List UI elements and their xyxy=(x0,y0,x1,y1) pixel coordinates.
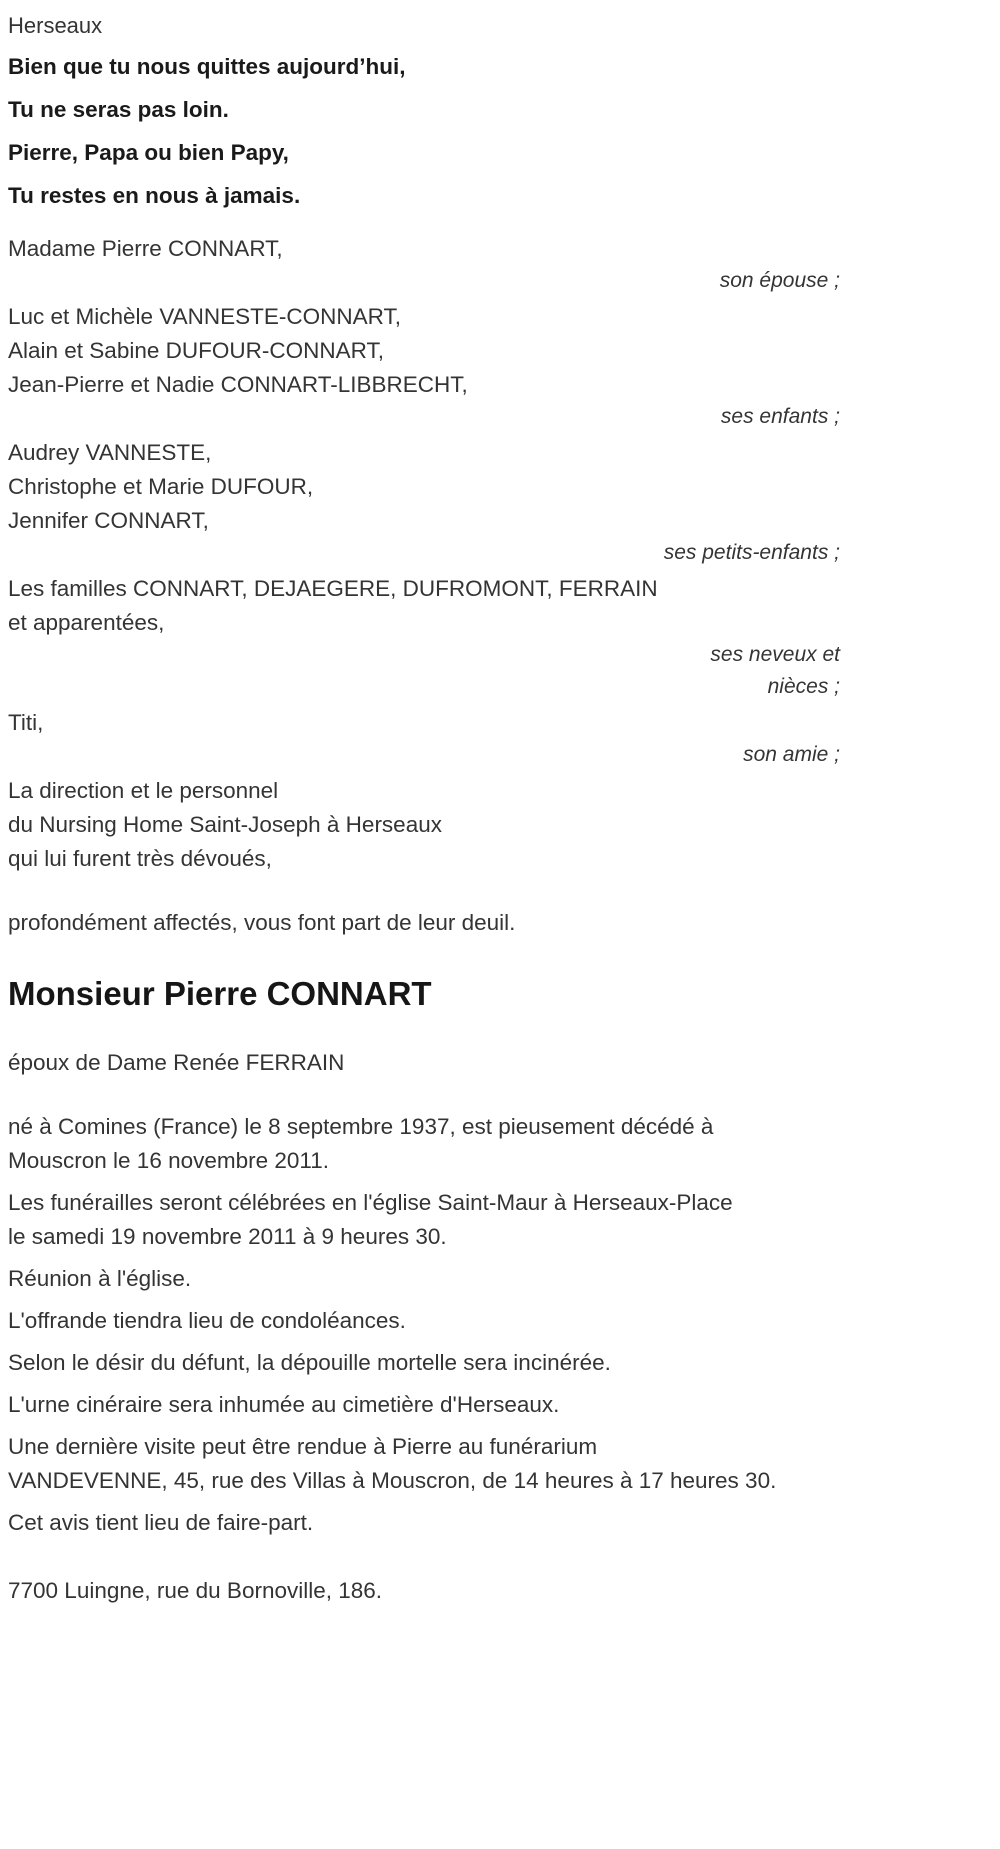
visit-details-line-2: VANDEVENNE, 45, rue des Villas à Mouscron, de 14 heures à 17 heures 30. xyxy=(8,1468,777,1493)
funeral-details-line-2: le samedi 19 novembre 2011 à 9 heures 30. xyxy=(8,1224,447,1249)
relationship-spouse: son épouse ; xyxy=(719,269,840,292)
family-member-spouse: Madame Pierre CONNART, xyxy=(8,236,283,261)
family-list xyxy=(8,232,840,768)
relationship-nephews-line-1: ses neveux et xyxy=(710,643,840,666)
city-line: Herseaux xyxy=(8,13,103,38)
meeting-note xyxy=(8,1262,840,1296)
visit-details-line-1: Une dernière visite peut être rendue à Pierre au funérarium xyxy=(8,1434,598,1459)
family-member-child-1: Luc et Michèle VANNESTE-CONNART, xyxy=(8,304,402,329)
family-member-friend: Titi, xyxy=(8,710,44,735)
family-extended-line-2: et apparentées, xyxy=(8,610,165,635)
family-extended-line-1: Les familles CONNART, DEJAEGERE, DUFROMONT, FERRAIN xyxy=(8,576,658,601)
funeral-details xyxy=(8,1186,840,1254)
cremation-note-line: Selon le désir du défunt, la dépouille mortelle sera incinérée. xyxy=(8,1350,611,1375)
relationship-grandchildren: ses petits-enfants ; xyxy=(663,541,840,564)
funeral-details-line-1: Les funérailles seront célébrées en l'église Saint-Maur à Herseaux-Place xyxy=(8,1190,733,1215)
poem-line-3: Pierre, Papa ou bien Papy, xyxy=(8,140,289,165)
offering-note-line: L'offrande tiendra lieu de condoléances. xyxy=(8,1308,406,1333)
notice-line-text: Cet avis tient lieu de faire-part. xyxy=(8,1510,314,1535)
family-member-child-3: Jean-Pierre et Nadie CONNART-LIBBRECHT, xyxy=(8,372,468,397)
staff-line-1: La direction et le personnel xyxy=(8,778,279,803)
staff-line-3: qui lui furent très dévoués, xyxy=(8,846,272,871)
urn-note xyxy=(8,1388,840,1422)
poem-line-4: Tu restes en nous à jamais. xyxy=(8,183,301,208)
poem-line-2: Tu ne seras pas loin. xyxy=(8,97,229,122)
cremation-note xyxy=(8,1346,840,1380)
deceased-name-heading: Monsieur Pierre CONNART xyxy=(8,975,432,1012)
family-member-grandchild-2: Christophe et Marie DUFOUR, xyxy=(8,474,314,499)
notice-line xyxy=(8,1506,840,1540)
visit-details xyxy=(8,1430,840,1498)
staff-block xyxy=(8,774,840,876)
meeting-note-line: Réunion à l'église. xyxy=(8,1266,192,1291)
death-announcement xyxy=(8,1110,840,1178)
announcement-block xyxy=(8,1110,840,1540)
relationship-nephews-line-2: nièces ; xyxy=(767,675,840,698)
relationship-children: ses enfants ; xyxy=(720,405,840,428)
urn-note-line: L'urne cinéraire sera inhumée au cimetière d'Herseaux. xyxy=(8,1392,560,1417)
family-member-grandchild-1: Audrey VANNESTE, xyxy=(8,440,212,465)
family-member-grandchild-3: Jennifer CONNART, xyxy=(8,508,209,533)
staff-line-2: du Nursing Home Saint-Joseph à Herseaux xyxy=(8,812,442,837)
memorial-poem xyxy=(8,54,840,208)
poem-line-1: Bien que tu nous quittes aujourd’hui, xyxy=(8,54,406,79)
offering-note xyxy=(8,1304,840,1338)
family-member-child-2: Alain et Sabine DUFOUR-CONNART, xyxy=(8,338,384,363)
funeral-home-address: 7700 Luingne, rue du Bornoville, 186. xyxy=(8,1578,383,1603)
spouse-of-line: époux de Dame Renée FERRAIN xyxy=(8,1050,345,1075)
death-announcement-line-2: Mouscron le 16 novembre 2011. xyxy=(8,1148,330,1173)
death-announcement-line-1: né à Comines (France) le 8 septembre 1937, est pieusement décédé à xyxy=(8,1114,714,1139)
relationship-friend: son amie ; xyxy=(743,743,840,766)
closing-line: profondément affectés, vous font part de leur deuil. xyxy=(8,910,516,935)
